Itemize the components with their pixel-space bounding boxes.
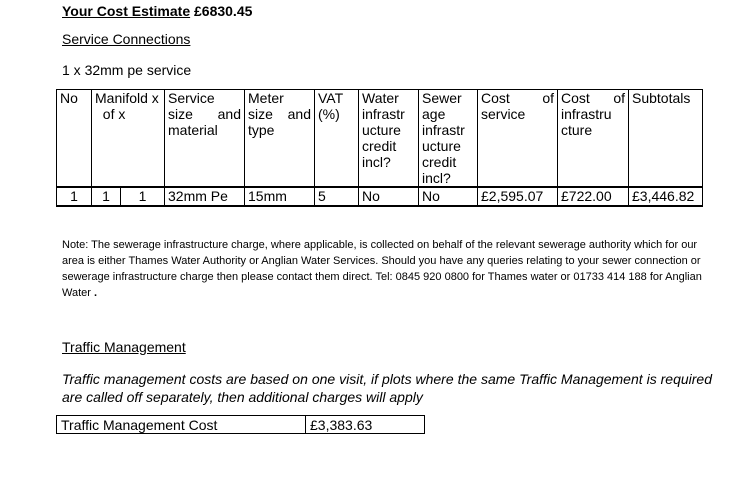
estimate-title-label: Your Cost Estimate — [62, 3, 191, 19]
col-header-subtotals: Subtotals — [629, 90, 703, 188]
col-header-cost-service: Cost of service — [478, 90, 558, 188]
service-connections-heading: Service Connections — [62, 31, 191, 47]
sewerage-note — [62, 237, 712, 301]
page-title — [62, 3, 252, 19]
table-header-row — [57, 90, 703, 188]
traffic-management-description: Traffic management costs are based on one visit, if plots where the same Traffic Management is required are called off separately, then additional charges will apply — [62, 371, 712, 405]
note-text: Note: The sewerage infrastructure charge, where applicable, is collected on behalf of the relevant sewerage authority which for our area is either Thames Water Authority or Anglian Water Services. Should you have any queries relating to your sewer connection or sewerage infrastructure charge then please contact them direct. Tel: 0845 920 0800 for Thames water or 01733 414 188 for Anglian Water — [62, 239, 702, 299]
service-connections-table — [56, 89, 703, 207]
col-header-meter: Meter size and type — [245, 90, 315, 188]
col-header-sewer-credit: Sewer age infrastr ucture credit incl? — [419, 90, 478, 188]
col-header-no: No — [57, 90, 92, 188]
table-row — [57, 187, 703, 206]
cell-sewer-credit: No — [419, 187, 478, 206]
traffic-cost-value: £3,383.63 — [306, 416, 425, 434]
cell-subtotal: £3,446.82 — [629, 187, 703, 206]
cell-no: 1 — [57, 187, 92, 206]
col-header-water-credit: Water infrastr ucture credit incl? — [359, 90, 419, 188]
col-header-vat: VAT (%) — [315, 90, 359, 188]
cell-cost-service: £2,595.07 — [478, 187, 558, 206]
cell-vat: 5 — [315, 187, 359, 206]
cell-cost-infra: £722.00 — [558, 187, 629, 206]
col-header-service: Service size and material — [165, 90, 245, 188]
col-header-cost-infra: Cost of infrastru cture — [558, 90, 629, 188]
service-summary: 1 x 32mm pe service — [62, 62, 192, 78]
cell-meter: 15mm — [245, 187, 315, 206]
traffic-cost-label: Traffic Management Cost — [57, 416, 306, 434]
cell-water-credit: No — [359, 187, 419, 206]
traffic-management-heading: Traffic Management — [62, 339, 186, 355]
cell-manifold-of: 1 — [121, 187, 165, 206]
table-row — [57, 416, 425, 434]
cell-service: 32mm Pe — [165, 187, 245, 206]
cell-manifold-x: 1 — [92, 187, 121, 206]
traffic-management-cost-table — [56, 415, 425, 434]
col-header-manifold: Manifold x of x — [92, 90, 165, 188]
estimate-total: £6830.45 — [194, 3, 253, 19]
note-end: . — [94, 287, 98, 299]
